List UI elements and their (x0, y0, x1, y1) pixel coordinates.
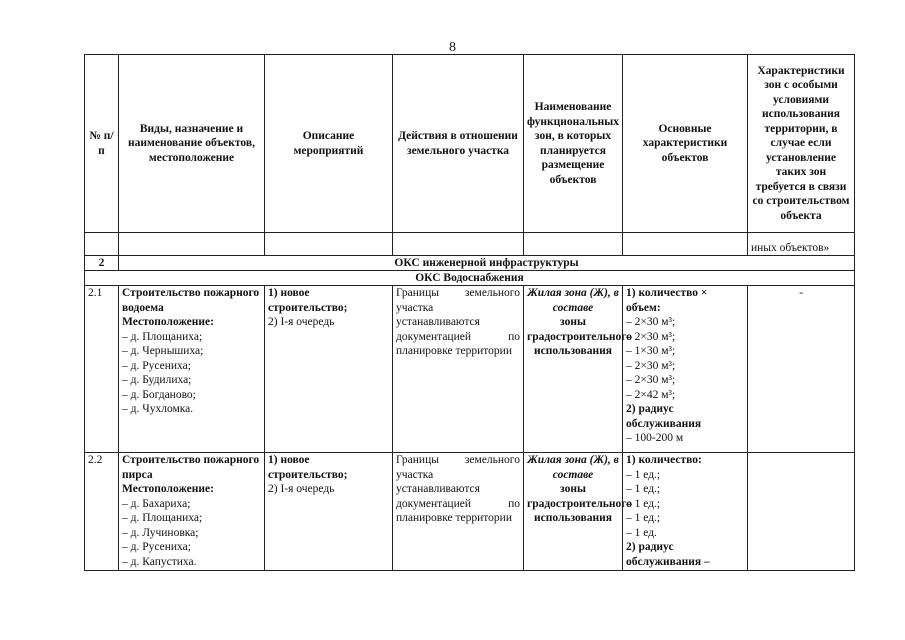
list-item: – д. Лучиновка; (122, 526, 261, 541)
list-item: – д. Русениха; (122, 359, 261, 374)
table-row (85, 453, 855, 571)
list-item: – 1×30 м³; (626, 345, 676, 357)
object-title: Строительство пожарного пирса (122, 454, 260, 481)
description-stage: 2) I-я очередь (268, 483, 335, 495)
row-characteristics (623, 286, 748, 453)
row-special (748, 453, 855, 571)
page-number: 8 (449, 40, 456, 55)
row-description (265, 286, 393, 453)
characteristics-head: 1) количество: (626, 454, 702, 466)
objects-table (84, 54, 855, 571)
row-actions: Границы земельного участка устанавливаются документацией по планировке территории (393, 453, 524, 571)
header-zones: Наименование функциональных зон, в которых планируется размещение объектов (524, 55, 623, 233)
header-continuation-row (85, 233, 855, 256)
section-title: ОКС инженерной инфраструктуры (119, 256, 855, 271)
zone-usage: зоны градостроительного использования (527, 316, 632, 357)
location-list (122, 497, 261, 570)
location-label: Местоположение: (122, 316, 214, 328)
row-zones (524, 453, 632, 571)
header-special-continuation: иных объектов» (748, 233, 855, 256)
characteristics-head: 1) количество × объем: (626, 287, 708, 314)
list-item: – д. Площаниха; (122, 511, 261, 526)
section-row (85, 256, 855, 271)
row-object (119, 453, 265, 571)
location-label: Местоположение: (122, 483, 214, 495)
description-stage: 2) I-я очередь (268, 316, 335, 328)
list-item: – 1 ед.; (626, 468, 661, 481)
zone-usage: зоны градостроительного использования (527, 483, 632, 524)
characteristics-range: – 100-200 м (626, 432, 684, 444)
header-actions: Действия в отношении земельного участка (393, 55, 524, 233)
header-description: Описание мероприятий (265, 55, 393, 233)
header-special: Характеристики зон с особыми условиями использования территории, в случае если установление таких зон требуется в связи со строительством объекта (748, 55, 855, 233)
list-item: – д. Бахариха; (122, 497, 261, 512)
characteristics-radius: 2) радиус обслуживания (626, 403, 702, 430)
list-item: – 2×30 м³; (626, 316, 676, 328)
list-item: – д. Площаниха; (122, 330, 261, 345)
row-object (119, 286, 265, 453)
header-name: Виды, назначение и наименование объектов, местоположение (119, 55, 265, 233)
list-item: – д. Богданово; (122, 388, 261, 403)
object-title: Строительство пожарного водоема (122, 287, 260, 314)
list-item: – 1 ед.; (626, 497, 661, 510)
row-description (265, 453, 393, 571)
row-number: 2.2 (85, 453, 119, 571)
description-type: 1) новое строительство; (268, 454, 348, 481)
subsection-title: ОКС Водоснабжения (85, 271, 855, 286)
table-header-row (85, 55, 855, 233)
list-item: – д. Будилиха; (122, 373, 261, 388)
row-actions: Границы земельного участка устанавливаются документацией по планировке территории (393, 286, 524, 453)
zone-name: Жилая зона (Ж), в составе (527, 454, 619, 481)
section-number: 2 (85, 256, 119, 271)
list-item: – 1 ед.; (626, 512, 661, 524)
row-number: 2.1 (85, 286, 119, 453)
description-type: 1) новое строительство; (268, 287, 348, 314)
location-list (122, 330, 261, 417)
list-item: – 2×30 м³; (626, 359, 676, 372)
header-characteristics: Основные характеристики объектов (623, 55, 748, 233)
row-special: - (748, 286, 855, 453)
list-item: – 1 ед. (626, 526, 657, 539)
row-characteristics (623, 453, 748, 571)
characteristics-radius: 2) радиус обслуживания – (626, 541, 710, 568)
list-item: – 2×42 м³; (626, 388, 676, 401)
zone-name: Жилая зона (Ж), в составе (527, 287, 619, 314)
table-row (85, 286, 855, 453)
list-item: – 2×30 м³; (626, 330, 676, 343)
list-item: – д. Капустиха. (122, 555, 261, 570)
row-zones (524, 286, 632, 453)
header-num: № п/п (85, 55, 119, 233)
subsection-row (85, 271, 855, 286)
list-item: – д. Чухломка. (122, 402, 261, 417)
list-item: – 2×30 м³; (626, 374, 676, 386)
list-item: – д. Чернышиха; (122, 344, 261, 359)
list-item: – 1 ед.; (626, 483, 661, 495)
list-item: – д. Русениха; (122, 540, 261, 555)
